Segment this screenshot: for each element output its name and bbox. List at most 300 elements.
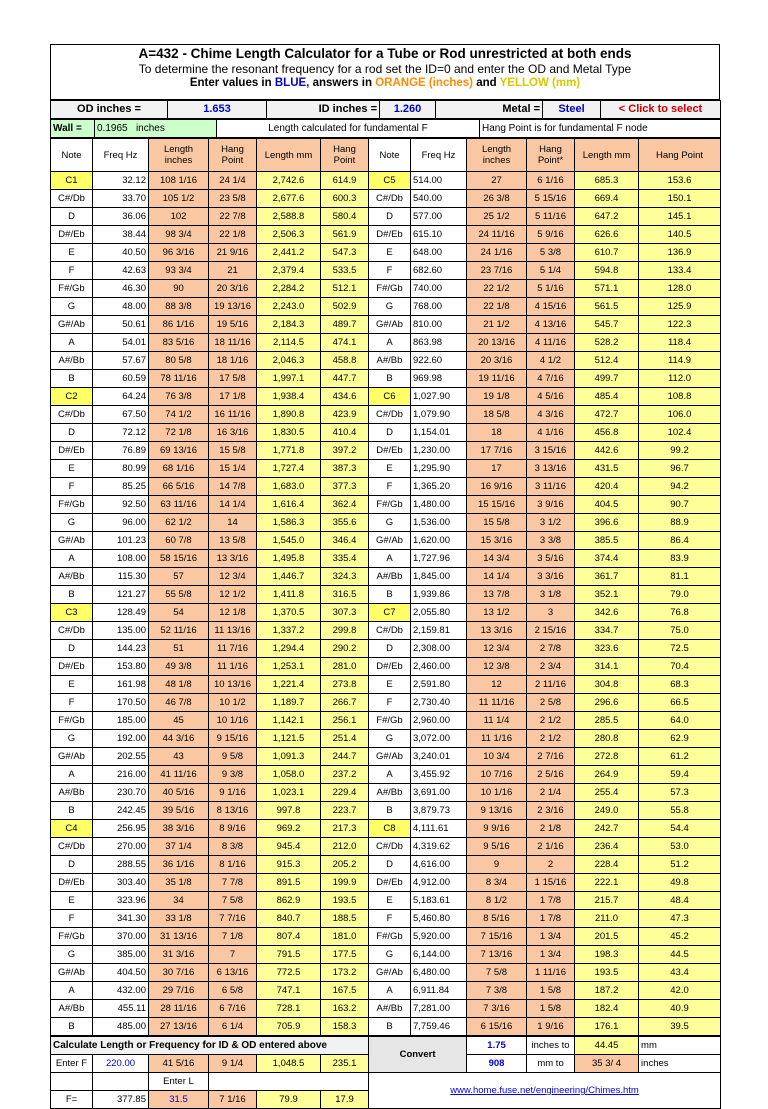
length-in-cell: 20 13/16: [467, 334, 527, 352]
note-cell: A: [51, 982, 93, 1000]
freq-cell: 577.00: [411, 208, 467, 226]
id-label: ID inches =: [267, 101, 380, 119]
note-cell: D: [369, 424, 411, 442]
length-in-cell: 93 3/4: [149, 262, 209, 280]
freq-cell: 3,691.00: [411, 784, 467, 802]
length-mm-cell: 747.1: [257, 982, 321, 1000]
note-cell: D: [51, 856, 93, 874]
length-in-cell: 15 3/16: [467, 532, 527, 550]
hang-in-cell: 1 5/8: [527, 982, 575, 1000]
note-cell: F: [369, 262, 411, 280]
column-header: Length mm: [257, 139, 321, 172]
length-mm-cell: 807.4: [257, 928, 321, 946]
hang-in-cell: 24 1/4: [209, 172, 257, 190]
hang-in-cell: 10 13/16: [209, 676, 257, 694]
table-row: [51, 478, 721, 496]
column-header: Length mm: [575, 139, 639, 172]
hang-in-cell: 23 5/8: [209, 190, 257, 208]
hang-in-cell: 1 11/16: [527, 964, 575, 982]
table-row: [51, 856, 721, 874]
f-label: F=: [51, 1091, 93, 1109]
hang-mm-cell: 561.9: [321, 226, 369, 244]
length-in-cell: 72 1/8: [149, 424, 209, 442]
length-mm-cell: 272.8: [575, 748, 639, 766]
length-mm-cell: 1,189.7: [257, 694, 321, 712]
hang-mm-cell: 533.5: [321, 262, 369, 280]
length-mm-cell: 431.5: [575, 460, 639, 478]
length-in-cell: 15 5/8: [467, 514, 527, 532]
column-header: Freq Hz: [93, 139, 149, 172]
table-row: [51, 568, 721, 586]
note-cell: F: [369, 694, 411, 712]
hang-mm-cell: 199.9: [321, 874, 369, 892]
note-cell: A#/Bb: [369, 784, 411, 802]
hang-in-cell: 9 15/16: [209, 730, 257, 748]
length-mm-cell: 610.7: [575, 244, 639, 262]
length-mm-cell: 1,683.0: [257, 478, 321, 496]
hang-mm-cell: 75.0: [639, 622, 721, 640]
hang-in-cell: 19 5/16: [209, 316, 257, 334]
length-in-cell: 12: [467, 676, 527, 694]
length-in-cell: 27 13/16: [149, 1018, 209, 1036]
freq-cell: 7,759.46: [411, 1018, 467, 1036]
length-in-cell: 7 13/16: [467, 946, 527, 964]
table-row: [51, 766, 721, 784]
length-in-cell: 55 5/8: [149, 586, 209, 604]
length-in-cell: 31 13/16: [149, 928, 209, 946]
length-in-cell: 21 1/2: [467, 316, 527, 334]
enter-l-input[interactable]: 31.5: [149, 1091, 209, 1109]
note-cell: E: [369, 244, 411, 262]
freq-cell: 1,027.90: [411, 388, 467, 406]
note-cell: A: [369, 550, 411, 568]
calc-table: [50, 1036, 721, 1109]
freq-cell: 385.00: [93, 946, 149, 964]
length-mm-cell: 211.0: [575, 910, 639, 928]
length-mm-cell: 442.6: [575, 442, 639, 460]
hang-in-cell: 9 3/8: [209, 766, 257, 784]
hang-in-cell: 1 7/8: [527, 892, 575, 910]
hang-mm-cell: 281.0: [321, 658, 369, 676]
table-row: [51, 172, 721, 190]
note-cell: A#/Bb: [369, 352, 411, 370]
hang-in-cell: 4 13/16: [527, 316, 575, 334]
note-cell: D#/Eb: [51, 226, 93, 244]
freq-cell: 2,591.80: [411, 676, 467, 694]
length-mm-cell: 304.8: [575, 676, 639, 694]
freq-cell: 6,911.84: [411, 982, 467, 1000]
freq-cell: 3,072.00: [411, 730, 467, 748]
length-mm-cell: 456.8: [575, 424, 639, 442]
chime-table: [50, 138, 721, 1036]
note-cell: A: [51, 550, 93, 568]
length-mm-cell: 1,121.5: [257, 730, 321, 748]
length-in-cell: 13 1/2: [467, 604, 527, 622]
note-cell: A#/Bb: [51, 352, 93, 370]
instr-yellow: YELLOW (mm): [499, 77, 581, 89]
hang-mm-cell: 49.8: [639, 874, 721, 892]
note-cell: B: [369, 802, 411, 820]
hang-mm-cell: 55.8: [639, 802, 721, 820]
hang-in-cell: 14: [209, 514, 257, 532]
hang-in-cell: 12 1/2: [209, 586, 257, 604]
length-in-cell: 83 5/16: [149, 334, 209, 352]
hang-mm-cell: 158.3: [321, 1018, 369, 1036]
freq-cell: 768.00: [411, 298, 467, 316]
length-mm-cell: 1,023.1: [257, 784, 321, 802]
note-cell: G#/Ab: [369, 532, 411, 550]
hang-mm-cell: 122.3: [639, 316, 721, 334]
length-in-cell: 36 1/16: [149, 856, 209, 874]
length-mm-cell: 222.1: [575, 874, 639, 892]
note-cell: A#/Bb: [369, 1000, 411, 1018]
note-cell: G: [51, 514, 93, 532]
hang-in-cell: 21: [209, 262, 257, 280]
freq-cell: 2,960.00: [411, 712, 467, 730]
length-mm-cell: 1,890.8: [257, 406, 321, 424]
freq-cell: 80.99: [93, 460, 149, 478]
hang-in-cell: 4 5/16: [527, 388, 575, 406]
hang-mm-cell: 205.2: [321, 856, 369, 874]
length-in-cell: 108 1/16: [149, 172, 209, 190]
length-in-cell: 88 3/8: [149, 298, 209, 316]
length-in-cell: 29 7/16: [149, 982, 209, 1000]
freq-cell: 4,912.00: [411, 874, 467, 892]
inches-result: 35 3/ 4: [575, 1055, 639, 1073]
hang-mm-cell: 377.3: [321, 478, 369, 496]
hang-in-cell: 5 11/16: [527, 208, 575, 226]
hang-in-cell: 12 1/8: [209, 604, 257, 622]
freq-cell: 288.55: [93, 856, 149, 874]
length-mm-cell: 255.4: [575, 784, 639, 802]
freq-cell: 1,365.20: [411, 478, 467, 496]
length-in-cell: 20 3/16: [467, 352, 527, 370]
length-in-cell: 26 3/8: [467, 190, 527, 208]
length-in-cell: 69 13/16: [149, 442, 209, 460]
length-mm-cell: 342.6: [575, 604, 639, 622]
length-in-cell: 39 5/16: [149, 802, 209, 820]
note-cell: C#/Db: [369, 190, 411, 208]
hang-mm-cell: 57.3: [639, 784, 721, 802]
length-mm-cell: 2,243.0: [257, 298, 321, 316]
length-mm-cell: 1,294.4: [257, 640, 321, 658]
freq-cell: 432.00: [93, 982, 149, 1000]
freq-cell: 153.80: [93, 658, 149, 676]
id-input[interactable]: 1.260: [380, 101, 436, 119]
length-in-cell: 14 1/4: [467, 568, 527, 586]
length-mm-cell: 280.8: [575, 730, 639, 748]
table-row: [51, 748, 721, 766]
length-mm-cell: 862.9: [257, 892, 321, 910]
length-in-cell: 86 1/16: [149, 316, 209, 334]
hang-in-cell: 22 1/8: [209, 226, 257, 244]
length-in-cell: 9 5/16: [467, 838, 527, 856]
length-mm-cell: 728.1: [257, 1000, 321, 1018]
length-mm-cell: 1,616.4: [257, 496, 321, 514]
hang-in-cell: 8 3/8: [209, 838, 257, 856]
length-mm-cell: 1,446.7: [257, 568, 321, 586]
hang-in-cell: 4 1/2: [527, 352, 575, 370]
hang-in-cell: 3: [527, 604, 575, 622]
length-in-cell: 40 5/16: [149, 784, 209, 802]
column-header: Note: [51, 139, 93, 172]
hang-mm-cell: 447.7: [321, 370, 369, 388]
freq-cell: 101.23: [93, 532, 149, 550]
length-in-cell: 51: [149, 640, 209, 658]
freq-cell: 161.98: [93, 676, 149, 694]
hang-mm-cell: 229.4: [321, 784, 369, 802]
hang-mm-cell: 316.5: [321, 586, 369, 604]
length-mm-cell: 385.5: [575, 532, 639, 550]
note-cell: C1: [51, 172, 93, 190]
hang-in-cell: 6 13/16: [209, 964, 257, 982]
length-mm-cell: 1,545.0: [257, 532, 321, 550]
freq-cell: 33.70: [93, 190, 149, 208]
convert-inches-input[interactable]: 1.75: [467, 1037, 527, 1055]
hang-in-cell: 10 1/2: [209, 694, 257, 712]
freq-cell: 5,183.61: [411, 892, 467, 910]
instr-prefix: Enter values in: [189, 77, 272, 89]
freq-cell: 216.00: [93, 766, 149, 784]
note-cell: F#/Gb: [369, 712, 411, 730]
freq-cell: 1,079.90: [411, 406, 467, 424]
length-mm-cell: 945.4: [257, 838, 321, 856]
length-mm-cell: 915.3: [257, 856, 321, 874]
length-mm-cell: 1,337.2: [257, 622, 321, 640]
hang-mm-cell: 133.4: [639, 262, 721, 280]
chimes-link[interactable]: www.home.fuse.net/engineering/Chimes.htm: [369, 1073, 721, 1109]
length-mm-cell: 1,370.5: [257, 604, 321, 622]
hang-mm-cell: 81.1: [639, 568, 721, 586]
length-mm-cell: 545.7: [575, 316, 639, 334]
length-mm-cell: 176.1: [575, 1018, 639, 1036]
length-mm-cell: 249.0: [575, 802, 639, 820]
note-cell: E: [51, 460, 93, 478]
note-cell: D: [369, 640, 411, 658]
hang-in-cell: 2 1/8: [527, 820, 575, 838]
note-cell: D#/Eb: [369, 874, 411, 892]
freq-cell: 740.00: [411, 280, 467, 298]
note-cell: A#/Bb: [51, 1000, 93, 1018]
note-cell: F: [369, 910, 411, 928]
note-cell: B: [369, 1018, 411, 1036]
freq-cell: 2,308.00: [411, 640, 467, 658]
table-row: [51, 388, 721, 406]
length-in-cell: 9 9/16: [467, 820, 527, 838]
length-mm-cell: 323.6: [575, 640, 639, 658]
length-in-cell: 66 5/16: [149, 478, 209, 496]
hang-in-cell: 15 5/8: [209, 442, 257, 460]
hang-mm-cell: 86.4: [639, 532, 721, 550]
length-in-cell: 52 11/16: [149, 622, 209, 640]
hang-mm-cell: 62.9: [639, 730, 721, 748]
hang-mm-cell: 512.1: [321, 280, 369, 298]
hang-in-cell: 5 3/8: [527, 244, 575, 262]
freq-cell: 46.30: [93, 280, 149, 298]
hang-mm-cell: 193.5: [321, 892, 369, 910]
length-mm-cell: 571.1: [575, 280, 639, 298]
length-mm-cell: 2,114.5: [257, 334, 321, 352]
hang-mm-cell: 188.5: [321, 910, 369, 928]
note-cell: A#/Bb: [51, 568, 93, 586]
length-in-cell: 80 5/8: [149, 352, 209, 370]
hang-mm-cell: 51.2: [639, 856, 721, 874]
table-row: [51, 496, 721, 514]
column-header: Hang Point: [639, 139, 721, 172]
freq-cell: 7,281.00: [411, 1000, 467, 1018]
hang-in-cell: 4 3/16: [527, 406, 575, 424]
note-cell: G#/Ab: [369, 748, 411, 766]
note-cell: D: [51, 424, 93, 442]
hang-in-cell: 7 7/8: [209, 874, 257, 892]
table-row: [51, 280, 721, 298]
freq-cell: 135.00: [93, 622, 149, 640]
length-mm-cell: 1,091.3: [257, 748, 321, 766]
note-cell: F#/Gb: [369, 280, 411, 298]
hang-in-cell: 11 13/16: [209, 622, 257, 640]
column-header: Length inches: [467, 139, 527, 172]
hang-mm-cell: 177.5: [321, 946, 369, 964]
length-in-cell: 28 11/16: [149, 1000, 209, 1018]
freq-cell: 202.55: [93, 748, 149, 766]
hang-in-cell: 2 5/8: [527, 694, 575, 712]
note-cell: G#/Ab: [51, 532, 93, 550]
length-mm-cell: 2,379.4: [257, 262, 321, 280]
table-row: [51, 694, 721, 712]
length-mm-cell: 2,588.8: [257, 208, 321, 226]
header-block: [50, 44, 720, 100]
table-row: [51, 514, 721, 532]
hang-in-cell: 4 11/16: [527, 334, 575, 352]
hang-mm-cell: 397.2: [321, 442, 369, 460]
table-row: [51, 604, 721, 622]
length-in-cell: 34: [149, 892, 209, 910]
blank-cell: [93, 1073, 149, 1091]
table-row: [51, 370, 721, 388]
hang-mm-cell: 307.3: [321, 604, 369, 622]
freq-cell: 67.50: [93, 406, 149, 424]
hang-mm-cell: 66.5: [639, 694, 721, 712]
length-mm-cell: 561.5: [575, 298, 639, 316]
hang-in-cell: 1 3/4: [527, 946, 575, 964]
length-in-cell: 17 7/16: [467, 442, 527, 460]
length-mm-cell: 2,284.2: [257, 280, 321, 298]
length-in-cell: 44 3/16: [149, 730, 209, 748]
length-in-cell: 45: [149, 712, 209, 730]
od-input[interactable]: 1.653: [168, 101, 267, 119]
metal-select[interactable]: Steel: [543, 101, 601, 119]
note-cell: A#/Bb: [369, 568, 411, 586]
length-in-cell: 9: [467, 856, 527, 874]
hang-mm-cell: 244.7: [321, 748, 369, 766]
hang-mm-cell: 181.0: [321, 928, 369, 946]
table-row: [51, 316, 721, 334]
hang-in-cell: 4 7/16: [527, 370, 575, 388]
hang-mm-cell: 547.3: [321, 244, 369, 262]
length-in-cell: 7 3/16: [467, 1000, 527, 1018]
column-header: Length inches: [149, 139, 209, 172]
freq-cell: 4,616.00: [411, 856, 467, 874]
calc-length-mm: 1,048.5: [257, 1055, 321, 1073]
note-cell: A#/Bb: [51, 784, 93, 802]
enter-f-input[interactable]: 220.00: [93, 1055, 149, 1073]
hang-in-cell: 6 1/4: [209, 1018, 257, 1036]
length-in-cell: 30 7/16: [149, 964, 209, 982]
length-mm-cell: 396.6: [575, 514, 639, 532]
freq-cell: 72.12: [93, 424, 149, 442]
hang-mm-cell: 68.3: [639, 676, 721, 694]
hang-mm-cell: 290.2: [321, 640, 369, 658]
hang-in-cell: 2: [527, 856, 575, 874]
blank-cell: [209, 1073, 369, 1091]
page-title: A=432 - Chime Length Calculator for a Tube or Rod unrestricted at both ends: [138, 46, 632, 61]
select-hint[interactable]: < Click to select: [601, 101, 721, 119]
freq-cell: 540.00: [411, 190, 467, 208]
length-mm-cell: 296.6: [575, 694, 639, 712]
hang-mm-cell: 48.4: [639, 892, 721, 910]
length-in-cell: 46 7/8: [149, 694, 209, 712]
length-mm-cell: 236.4: [575, 838, 639, 856]
table-row: [51, 622, 721, 640]
hang-in-cell: 2 3/4: [527, 658, 575, 676]
note-cell: B: [369, 370, 411, 388]
freq-cell: 1,939.86: [411, 586, 467, 604]
length-in-cell: 10 3/4: [467, 748, 527, 766]
note-cell: A: [51, 334, 93, 352]
freq-cell: 404.50: [93, 964, 149, 982]
length-in-cell: 23 7/16: [467, 262, 527, 280]
length-in-cell: 7 5/8: [467, 964, 527, 982]
convert-mm-input[interactable]: 908: [467, 1055, 527, 1073]
mm-to-label: mm to: [527, 1055, 575, 1073]
length-in-cell: 19 1/8: [467, 388, 527, 406]
hang-in-cell: 2 1/2: [527, 712, 575, 730]
hang-mm-cell: 64.0: [639, 712, 721, 730]
note-cell: C7: [369, 604, 411, 622]
length-mm-cell: 1,586.3: [257, 514, 321, 532]
hang-in-cell: 22 7/8: [209, 208, 257, 226]
freq-cell: 42.63: [93, 262, 149, 280]
convert-button[interactable]: Convert: [369, 1037, 467, 1073]
length-mm-cell: 647.2: [575, 208, 639, 226]
hang-mm-cell: 223.7: [321, 802, 369, 820]
freq-cell: 128.49: [93, 604, 149, 622]
table-row: [51, 838, 721, 856]
hang-mm-cell: 212.0: [321, 838, 369, 856]
length-mm-cell: 182.4: [575, 1000, 639, 1018]
length-mm-cell: 314.1: [575, 658, 639, 676]
mm-label: mm: [639, 1037, 721, 1055]
hang-in-cell: 21 9/16: [209, 244, 257, 262]
length-mm-cell: 242.7: [575, 820, 639, 838]
hang-in-cell: 8 1/16: [209, 856, 257, 874]
note-cell: B: [51, 370, 93, 388]
hang-mm-cell: 90.7: [639, 496, 721, 514]
freq-cell: 2,055.80: [411, 604, 467, 622]
hang-mm-cell: 410.4: [321, 424, 369, 442]
column-header: Hang Point*: [527, 139, 575, 172]
hang-in-cell: 3 3/16: [527, 568, 575, 586]
l-hang-in: 7 1/16: [209, 1091, 257, 1109]
length-in-cell: 68 1/16: [149, 460, 209, 478]
freq-cell: 64.24: [93, 388, 149, 406]
inches-label: inches: [639, 1055, 721, 1073]
note-cell: C8: [369, 820, 411, 838]
hang-in-cell: 6 7/16: [209, 1000, 257, 1018]
column-header: Hang Point: [209, 139, 257, 172]
note-cell: G: [369, 298, 411, 316]
length-in-cell: 7 3/8: [467, 982, 527, 1000]
